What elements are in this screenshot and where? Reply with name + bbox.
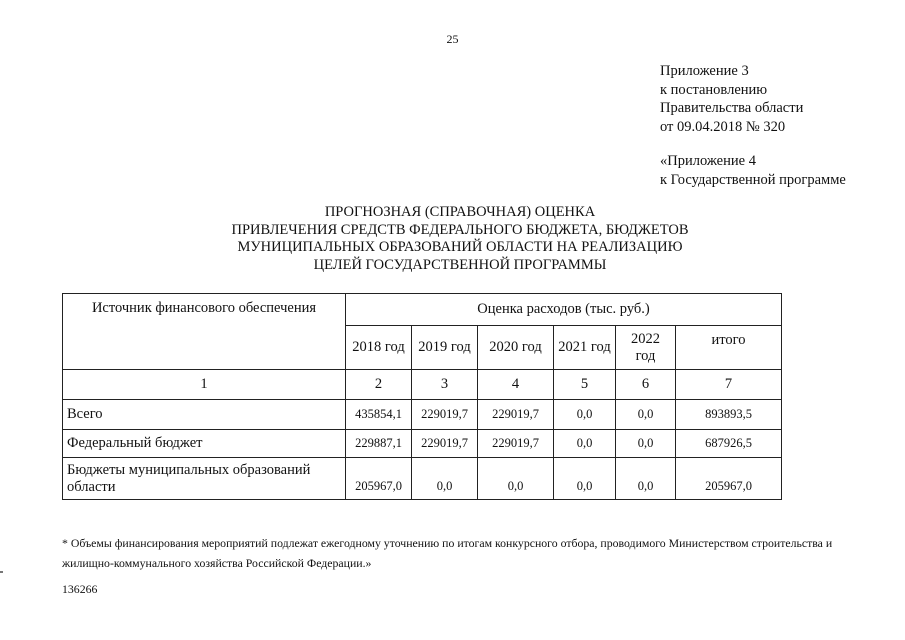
table-row	[63, 400, 782, 430]
column-number: 7	[676, 370, 782, 400]
appendix-line: Приложение 3	[660, 63, 749, 79]
title-line: ЦЕЛЕЙ ГОСУДАРСТВЕННОЙ ПРОГРАММЫ	[313, 256, 607, 273]
row-label: Федеральный бюджет	[63, 430, 346, 458]
row-label: Бюджеты муниципальных образований области	[63, 458, 346, 500]
header-year: 2022 год	[616, 326, 676, 370]
header-year: 2021 год	[554, 326, 616, 370]
appendix-line: от 09.04.2018 № 320	[660, 118, 786, 135]
header-estimate: Оценка расходов (тыс. руб.)	[346, 294, 782, 326]
column-number: 3	[412, 370, 478, 400]
header-year: 2018 год	[346, 326, 412, 370]
row-value: 205967,0	[346, 458, 412, 500]
header-year: 2020 год	[478, 326, 554, 370]
row-label: Всего	[63, 400, 346, 430]
row-value: 893893,5	[676, 400, 782, 430]
header-total: итого	[676, 326, 782, 370]
table-header-row	[63, 294, 782, 326]
footnote: * Объемы финансирования мероприятий подлежат ежегодному уточнению по итогам конкурсного отбора, проводимого Министерством строительства и жилищно-коммунального хозяйства Российской Федерации.»	[62, 536, 833, 570]
header-source: Источник финансового обеспечения	[63, 294, 346, 370]
title-line: ПРОГНОЗНАЯ (СПРАВОЧНАЯ) ОЦЕНКА	[324, 204, 596, 220]
row-value: 0,0	[616, 400, 676, 430]
row-value: 229887,1	[346, 430, 412, 458]
column-number: 5	[554, 370, 616, 400]
title-line: МУНИЦИПАЛЬНЫХ ОБРАЗОВАНИЙ ОБЛАСТИ НА РЕАЛИЗАЦИЮ	[237, 239, 683, 255]
appendix-reference	[660, 62, 846, 189]
appendix-line: Правительства области	[660, 100, 804, 116]
appendix-line: «Приложение 4	[660, 153, 756, 169]
column-number: 4	[478, 370, 554, 400]
row-value: 205967,0	[676, 458, 782, 500]
document-code: 136266	[62, 582, 98, 596]
title-line: ПРИВЛЕЧЕНИЯ СРЕДСТВ ФЕДЕРАЛЬНОГО БЮДЖЕТА, БЮДЖЕТОВ	[231, 221, 689, 238]
row-value: 0,0	[616, 430, 676, 458]
column-number: 6	[616, 370, 676, 400]
row-value: 435854,1	[346, 400, 412, 430]
document-title	[180, 204, 740, 274]
table-row	[63, 458, 782, 500]
row-value: 687926,5	[676, 430, 782, 458]
row-value: 0,0	[478, 458, 554, 500]
row-value: 0,0	[554, 400, 616, 430]
column-number: 2	[346, 370, 412, 400]
appendix-line: к Государственной программе	[660, 171, 846, 188]
scan-mark	[0, 571, 3, 573]
appendix-line: к постановлению	[660, 81, 768, 98]
column-number-row	[63, 370, 782, 400]
header-year: 2019 год	[412, 326, 478, 370]
row-value: 0,0	[554, 430, 616, 458]
funding-estimate-table	[62, 293, 782, 500]
page-number: 25	[446, 32, 459, 46]
column-number: 1	[63, 370, 346, 400]
table-row	[63, 430, 782, 458]
row-value: 0,0	[412, 458, 478, 500]
row-value: 229019,7	[412, 430, 478, 458]
row-value: 229019,7	[412, 400, 478, 430]
row-value: 229019,7	[478, 400, 554, 430]
row-value: 0,0	[554, 458, 616, 500]
row-value: 0,0	[616, 458, 676, 500]
row-value: 229019,7	[478, 430, 554, 458]
